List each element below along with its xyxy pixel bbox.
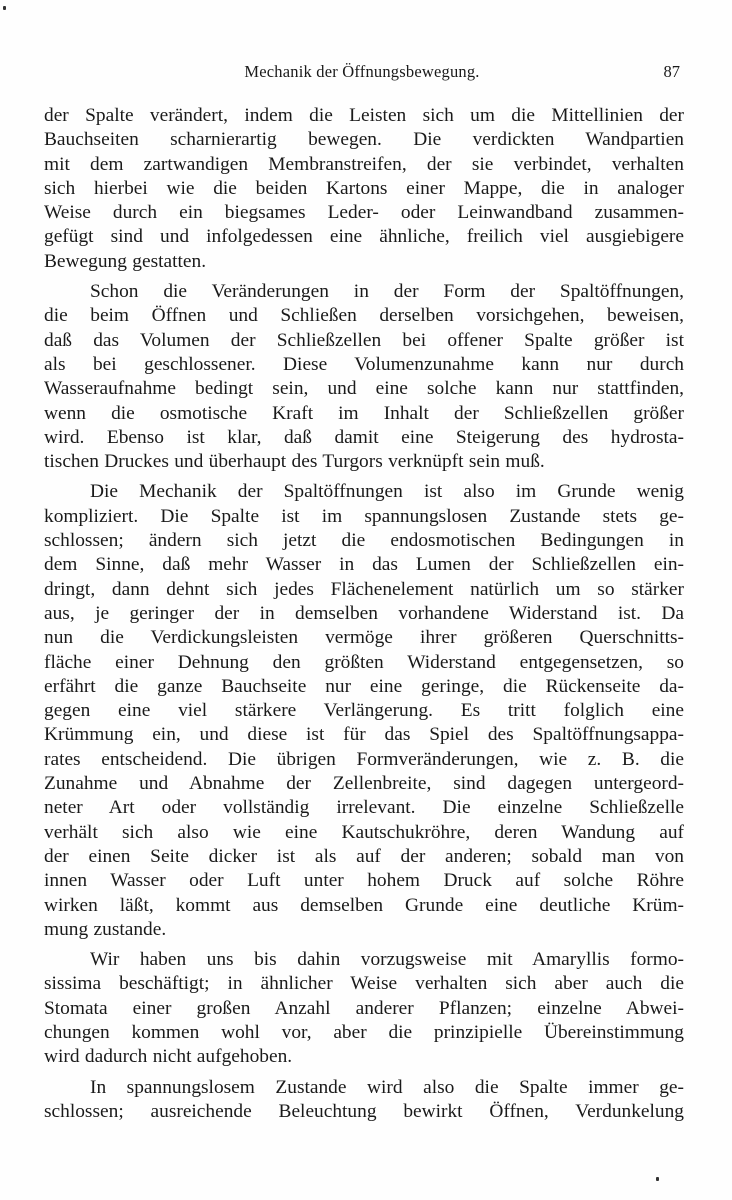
text-line: Schon die Veränderungen in der Form der Spaltöffnungen,	[90, 281, 684, 303]
print-speck	[656, 1177, 659, 1181]
text-line: Bauchseiten scharnierartig bewegen. Die verdickten Wandpartien	[44, 129, 684, 151]
text-line: rates entscheidend. Die übrigen Formveränderungen, wie z. B. die	[44, 748, 684, 770]
text-line: verhält sich also wie eine Kautschukröhre, deren Wandung auf	[44, 821, 684, 843]
text-line: Stomata einer großen Anzahl anderer Pflanzen; einzelne Abwei-	[44, 997, 684, 1019]
running-title: Mechanik der Öffnungsbewegung.	[244, 62, 480, 81]
text-line: als bei geschlossener. Diese Volumenzunahme kann nur durch	[44, 353, 684, 375]
text-line: fläche einer Dehnung den größten Widerstand entgegensetzen, so	[44, 651, 684, 673]
page-number: 87	[663, 62, 680, 81]
text-line: Wir haben uns bis dahin vorzugsweise mit Amaryllis formo-	[90, 949, 684, 971]
text-line: der einen Seite dicker ist als auf der anderen; sobald man von	[44, 845, 684, 867]
text-line: wirken läßt, kommt aus demselben Grunde eine deutliche Krüm-	[44, 894, 684, 916]
text-line: erfährt die ganze Bauchseite nur eine geringe, die Rückenseite da-	[44, 675, 684, 697]
text-line: Bewegung gestatten.	[44, 250, 207, 272]
text-line: chungen kommen wohl vor, aber die prinzipielle Übereinstimmung	[44, 1021, 684, 1043]
text-line: sissima beschäftigt; in ähnlicher Weise verhalten sich aber auch die	[44, 973, 684, 995]
text-line: tischen Druckes und überhaupt des Turgors verknüpft sein muß.	[44, 451, 545, 473]
text-line: nun die Verdickungsleisten vermöge ihrer größeren Querschnitts-	[44, 627, 684, 649]
text-line: mit dem zartwandigen Membranstreifen, der sie verbindet, verhalten	[44, 153, 684, 175]
text-line: innen Wasser oder Luft unter hohem Druck auf solche Röhre	[44, 870, 684, 892]
text-line: Zunahme und Abnahme der Zellenbreite, sind dagegen untergeord-	[44, 773, 684, 795]
text-line: gegen eine viel stärkere Verlängerung. Es tritt folglich eine	[44, 700, 684, 722]
text-line: schlossen; ändern sich jetzt die endosmotischen Bedingungen in	[44, 530, 684, 552]
text-line: schlossen; ausreichende Beleuchtung bewirkt Öffnen, Verdunkelung	[44, 1100, 684, 1122]
body-text	[44, 104, 684, 1124]
text-line: kompliziert. Die Spalte ist im spannungslosen Zustande stets ge-	[44, 505, 684, 527]
text-line: wird. Ebenso ist klar, daß damit eine Steigerung des hydrosta-	[44, 426, 684, 448]
text-line: In spannungslosem Zustande wird also die Spalte immer ge-	[90, 1076, 684, 1098]
running-header	[44, 62, 680, 86]
print-speck	[3, 6, 6, 10]
text-line: daß das Volumen der Schließzellen bei offener Spalte größer ist	[44, 329, 684, 351]
text-line: der Spalte verändert, indem die Leisten sich um die Mittellinien der	[44, 105, 684, 126]
text-line: aus, je geringer der in demselben vorhandene Widerstand ist. Da	[44, 602, 684, 624]
text-line: Weise durch ein biegsames Leder- oder Leinwandband zusammen-	[44, 202, 684, 224]
text-line: Wasseraufnahme bedingt sein, und eine solche kann nur stattfinden,	[44, 378, 684, 400]
text-line: wird dadurch nicht aufgehoben.	[44, 1046, 293, 1068]
text-line: gefügt sind und infolgedessen eine ähnliche, freilich viel ausgiebigere	[44, 226, 684, 248]
text-line: dringt, dann dehnt sich jedes Flächenelement natürlich um so stärker	[44, 578, 684, 600]
text-line: die beim Öffnen und Schließen derselben vorsichgehen, beweisen,	[44, 305, 684, 327]
text-line: Die Mechanik der Spaltöffnungen ist also im Grunde wenig	[90, 481, 684, 503]
text-line: sich hierbei wie die beiden Kartons einer Mappe, die in analoger	[44, 177, 684, 199]
text-line: neter Art oder vollständig irrelevant. Die einzelne Schließzelle	[44, 797, 684, 819]
text-line: Krümmung ein, und diese ist für das Spiel des Spaltöffnungsappa-	[44, 724, 684, 746]
text-line: mung zustande.	[44, 918, 167, 940]
text-line: wenn die osmotische Kraft im Inhalt der Schließzellen größer	[44, 402, 684, 424]
text-line: dem Sinne, daß mehr Wasser in das Lumen der Schließzellen ein-	[44, 554, 684, 576]
